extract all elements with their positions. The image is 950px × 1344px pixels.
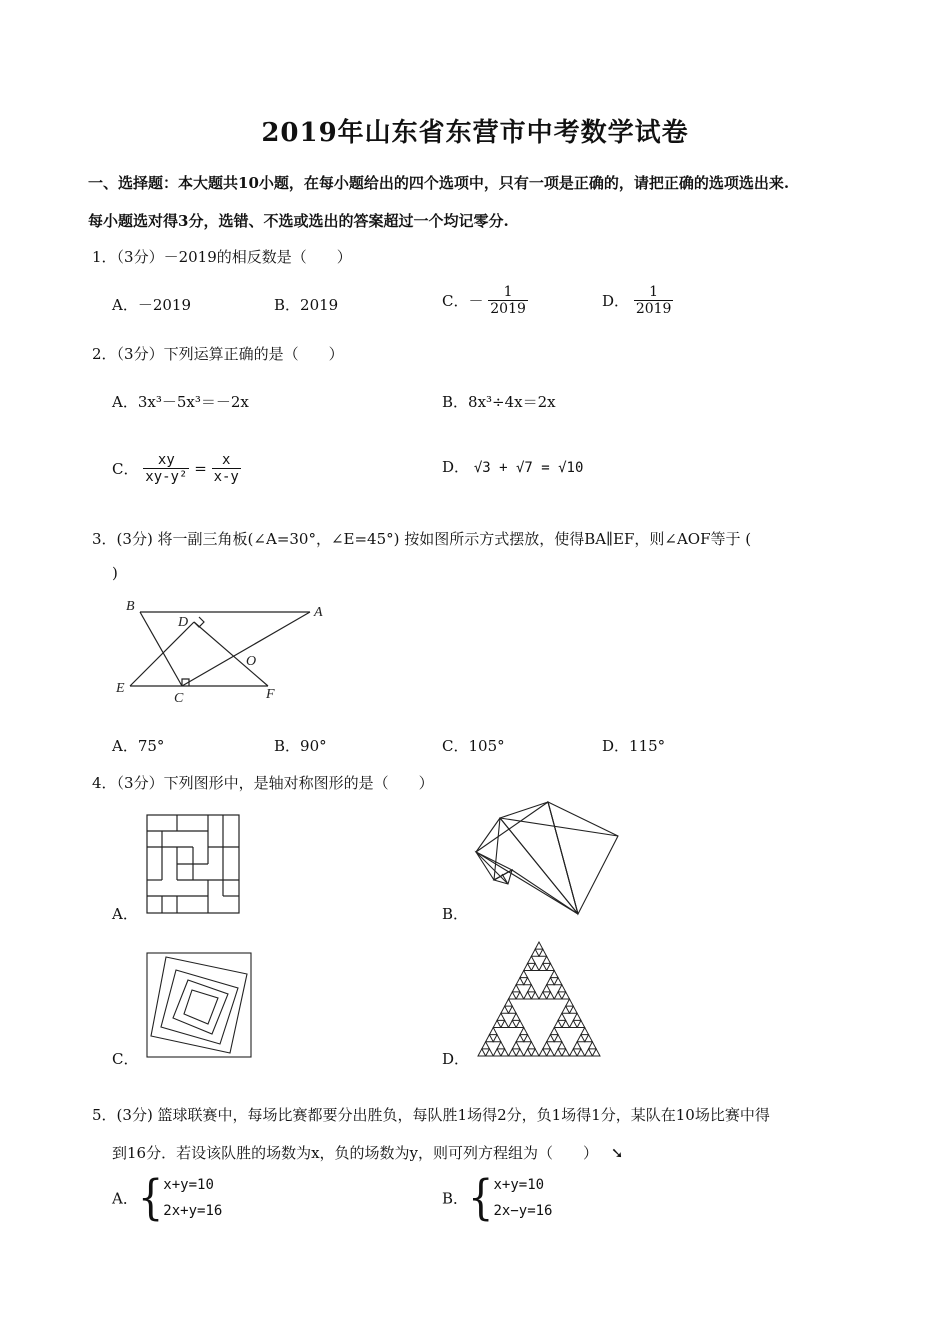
- label-e: E: [116, 681, 125, 696]
- sierpinski-cell: [539, 992, 547, 999]
- sierpinski-cell: [543, 985, 551, 992]
- sierpinski-cell: [516, 978, 524, 985]
- sierpinski-cell: [497, 1042, 505, 1049]
- sierpinski-cell: [493, 1035, 501, 1042]
- q2-option-c: [112, 452, 241, 485]
- sierpinski-cell: [482, 1042, 490, 1049]
- q5-a-brace-icon: {: [137, 1170, 164, 1226]
- q1-option-b: B．2019: [274, 296, 339, 314]
- sierpinski-cell: [489, 1028, 497, 1035]
- sierpinski-cell: [581, 1028, 589, 1035]
- page-title: 2019年山东省东营市中考数学试卷: [261, 118, 689, 148]
- q1-c-denominator: 2019: [490, 301, 526, 317]
- q5-b-system: [493, 1172, 552, 1224]
- label-c: C: [174, 691, 184, 706]
- sierpinski-cell: [577, 1035, 585, 1042]
- q5-a-eq1: x+y=10: [163, 1177, 214, 1193]
- sierpinski-cell: [562, 1006, 570, 1013]
- q3-option-d: D．115°: [602, 737, 666, 755]
- sierpinski-cell: [554, 978, 562, 985]
- sierpinski-cell: [486, 1035, 494, 1042]
- sierpinski-cell: [554, 992, 562, 999]
- q2-c-fraction-left: [143, 452, 189, 485]
- line-bc: [140, 612, 182, 686]
- q4-figure-d-sierpinski-triangle: [476, 940, 602, 1058]
- sierpinski-cell: [493, 1020, 501, 1027]
- q5-a-system: [163, 1172, 222, 1224]
- sierpinski-cell: [509, 992, 517, 999]
- sierpinski-cell: [531, 992, 539, 999]
- q1-c-numerator: 1: [488, 284, 528, 301]
- sierpinski-cell: [547, 963, 555, 970]
- sierpinski-cell: [512, 985, 520, 992]
- q4-option-a: A．: [112, 905, 138, 923]
- sierpinski-cell: [562, 992, 570, 999]
- sierpinski-cell: [531, 963, 539, 970]
- sierpinski-cell: [524, 1035, 532, 1042]
- sierpinski-cell: [501, 1020, 509, 1027]
- sierpinski-cell: [585, 1035, 593, 1042]
- q2-c-right-numerator: x: [212, 452, 241, 469]
- right-angle-d: [194, 617, 204, 627]
- q2-c-right-denominator: x-y: [213, 469, 239, 485]
- line-ac: [182, 612, 310, 686]
- sierpinski-cell: [509, 1049, 517, 1056]
- q5-option-b: [442, 1172, 553, 1224]
- q2-c-left-numerator: xy: [143, 452, 189, 469]
- sierpinski-cell: [558, 1042, 566, 1049]
- q4-figure-a-brick-square: [146, 814, 240, 914]
- sierpinski-cell: [554, 1035, 562, 1042]
- q5-option-a-label: A．: [112, 1189, 138, 1208]
- sierpinski-cell: [524, 1049, 532, 1056]
- sierpinski-cell: [531, 949, 539, 956]
- sierpinski-cell: [497, 1013, 505, 1020]
- q2-c-left-denominator: xy-y²: [145, 469, 188, 485]
- q4-option-c: C．: [112, 1050, 139, 1068]
- q3-stem-line1: 3．(3分) 将一副三角板(∠A=30°，∠E=45°) 按如图所示方式摆放，使得BA∥EF，则∠AOF等于 (: [92, 530, 752, 548]
- q4-option-d: D．: [442, 1050, 470, 1068]
- q2-option-d-label: D．: [442, 458, 470, 476]
- sierpinski-cell: [493, 1049, 501, 1056]
- q1-option-c: [442, 284, 528, 317]
- q5-a-eq2: 2x+y=16: [163, 1203, 223, 1219]
- label-d: D: [178, 615, 189, 630]
- q1-option-d: [602, 284, 673, 317]
- q3-triangle-figure: [110, 594, 340, 706]
- sierpinski-cell: [573, 1013, 581, 1020]
- sierpinski-cell: [547, 1049, 555, 1056]
- sierpinski-cell: [554, 1020, 562, 1027]
- q2-c-fraction-right: [212, 452, 241, 485]
- sierpinski-cell: [501, 1049, 509, 1056]
- q5-option-a: [112, 1172, 222, 1224]
- sierpinski-cell: [486, 1049, 494, 1056]
- section-instructions-line2: 每小题选对得3分，选错、不选或选出的答案超过一个均记零分.: [88, 212, 509, 230]
- sierpinski-cell: [516, 1020, 524, 1027]
- q5-stem-line2: [112, 1142, 623, 1163]
- sierpinski-cell: [566, 999, 574, 1006]
- sierpinski-cell: [547, 992, 555, 999]
- sierpinski-cell: [531, 1049, 539, 1056]
- sierpinski-cell: [505, 999, 513, 1006]
- q5-stem-line2-text: 到16分．若设该队胜的场数为x，负的场数为y，则可列方程组为（ ）: [112, 1144, 599, 1162]
- sierpinski-cell: [562, 1049, 570, 1056]
- sierpinski-cell: [543, 956, 551, 963]
- sierpinski-cell: [509, 1020, 517, 1027]
- q5-option-b-label: B．: [442, 1189, 469, 1208]
- q2-option-d: [442, 456, 583, 477]
- sierpinski-cell: [577, 1049, 585, 1056]
- label-f: F: [266, 687, 275, 702]
- q1-stem: 1．（3分）－2019的相反数是（ ）: [92, 248, 352, 266]
- label-b: B: [126, 599, 135, 614]
- sierpinski-cell: [524, 992, 532, 999]
- q2-option-c-label: C．: [112, 460, 139, 478]
- q3-stem-line2: ): [112, 564, 118, 582]
- q5-stem-line1: 5．(3分) 篮球联赛中，每场比赛都要分出胜负，每队胜1场得2分，负1场得1分，某队在10场比赛中得: [92, 1106, 770, 1124]
- sierpinski-cell: [516, 1049, 524, 1056]
- q4-figure-c-nested-squares: [146, 952, 252, 1058]
- sierpinski-cell: [528, 985, 536, 992]
- label-a: A: [314, 605, 323, 620]
- sierpinski-cell: [520, 971, 528, 978]
- sierpinski-cell: [539, 963, 547, 970]
- sierpinski-cell: [501, 1006, 509, 1013]
- q2-d-expression: √3 + √7 = √10: [473, 460, 584, 476]
- q5-b-eq2: 2x−y=16: [493, 1203, 553, 1219]
- q4-figure-b-spiral-triangles: [472, 800, 622, 916]
- q3-option-a: A．75°: [112, 737, 165, 755]
- q4-option-b: B．: [442, 905, 469, 923]
- q3-option-c: C．105°: [442, 737, 505, 755]
- q5-b-brace-icon: {: [468, 1170, 494, 1226]
- q4-stem: 4．（3分）下列图形中，是轴对称图形的是（ ）: [92, 774, 434, 792]
- sierpinski-cell: [543, 1042, 551, 1049]
- sierpinski-cell: [562, 1020, 570, 1027]
- sierpinski-cell: [512, 1042, 520, 1049]
- q2-option-a: A．3x³－5x³＝－2x: [112, 393, 249, 411]
- sierpinski-cell: [558, 985, 566, 992]
- sierpinski-cell: [547, 978, 555, 985]
- q1-option-c-fraction: [488, 284, 528, 317]
- sierpinski-cell: [550, 1028, 558, 1035]
- q2-stem: 2．（3分）下列运算正确的是（ ）: [92, 345, 344, 363]
- sierpinski-cell: [516, 1035, 524, 1042]
- sierpinski-cell: [570, 1049, 578, 1056]
- sierpinski-cell: [570, 1006, 578, 1013]
- sierpinski-cell: [592, 1049, 600, 1056]
- sierpinski-cell: [585, 1049, 593, 1056]
- section-instructions-line1: 一、选择题：本大题共10小题，在每小题给出的四个选项中，只有一项是正确的，请把正确的选项选出来.: [88, 174, 790, 192]
- sierpinski-cell: [524, 963, 532, 970]
- line-df: [194, 622, 268, 686]
- q2-option-b: B．8x³÷4x＝2x: [442, 393, 556, 411]
- q1-d-denominator: 2019: [635, 301, 672, 317]
- sierpinski-cell: [577, 1020, 585, 1027]
- q3-option-b: B．90°: [274, 737, 327, 755]
- q5-arrow-icon: ➘: [610, 1144, 624, 1162]
- sierpinski-cell: [570, 1020, 578, 1027]
- q1-d-numerator: 1: [634, 284, 674, 301]
- sierpinski-cell: [535, 942, 543, 949]
- q1-option-c-label: C．－: [442, 292, 484, 310]
- sierpinski-cell: [512, 1013, 520, 1020]
- q1-option-a: A．－2019: [112, 296, 192, 314]
- sierpinski-cell: [547, 1035, 555, 1042]
- q5-b-eq1: x+y=10: [493, 1177, 545, 1193]
- sierpinski-cell: [558, 1013, 566, 1020]
- sierpinski-cell: [516, 992, 524, 999]
- sierpinski-cell: [509, 1006, 517, 1013]
- sierpinski-cell: [589, 1042, 597, 1049]
- sierpinski-cell: [524, 978, 532, 985]
- sierpinski-cell: [528, 956, 536, 963]
- sierpinski-cell: [550, 971, 558, 978]
- q1-option-d-fraction: [634, 284, 674, 317]
- sierpinski-cell: [554, 1049, 562, 1056]
- sierpinski-cell: [539, 949, 547, 956]
- sierpinski-cell: [478, 1049, 486, 1056]
- sierpinski-cell: [539, 1049, 547, 1056]
- line-ed: [130, 622, 194, 686]
- sierpinski-cell: [573, 1042, 581, 1049]
- sierpinski-cell: [528, 1042, 536, 1049]
- sierpinski-cell: [520, 1028, 528, 1035]
- label-o: O: [246, 654, 257, 669]
- q1-option-d-label: D．: [602, 292, 630, 310]
- q2-c-equals: =: [194, 459, 207, 478]
